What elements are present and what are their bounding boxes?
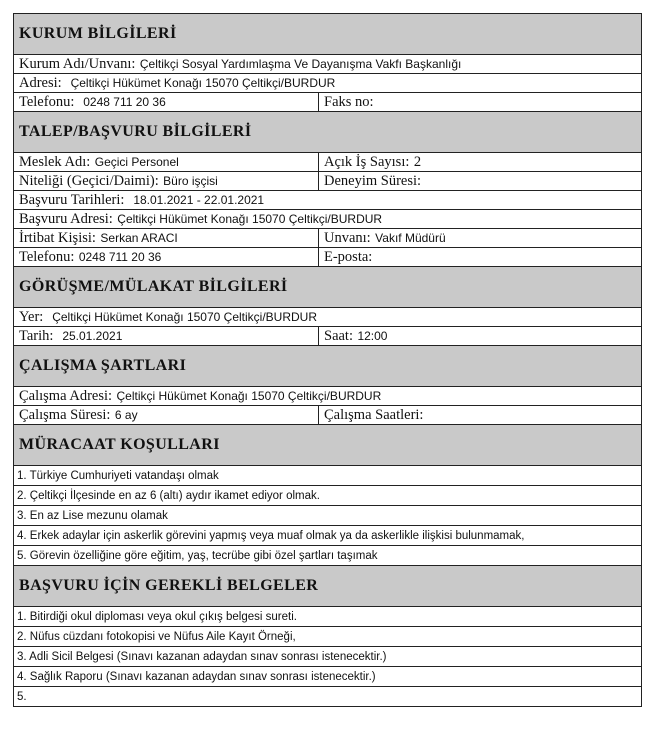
talep-telefon-value: 0248 711 20 36 [78,250,162,264]
acik-is-label: Açık İş Sayısı: [324,154,410,170]
nitelik-label: Niteliği (Geçici/Daimi): [19,173,159,189]
yer-label: Yer: [19,309,44,325]
form-table [13,13,642,707]
kurum-ad-label: Kurum Adı/Unvanı: [19,56,136,72]
basvuru-tarih-label: Başvuru Tarihleri: [19,192,125,208]
yer-value: Çeltikçi Hükümet Konağı 15070 Çeltikçi/BURDUR [52,310,317,324]
calisma-sure-label: Çalışma Süresi: [19,407,111,423]
list-item: 1. Bitirdiği okul diploması veya okul çıkış belgesi sureti. [14,607,642,627]
kurum-telefon-label: Telefonu: [19,94,75,110]
kurum-ad-value: Çeltikçi Sosyal Yardımlaşma Ve Dayanışma Vakfı Başkanlığı [139,57,462,71]
nitelik-value: Büro işçisi [163,174,218,188]
list-item: 2. Çeltikçi İlçesinde en az 6 (altı) aydır ikamet ediyor olmak. [14,486,642,506]
talep-irtibat-row [14,229,642,248]
section-header-muracaat: MÜRACAAT KOŞULLARI [14,425,642,466]
gorusme-tarih-row [14,327,642,346]
talep-adres-row [14,210,642,229]
list-item: 3. Adli Sicil Belgesi (Sınavı kazanan adaydan sınav sonrası istenecektir.) [14,647,642,667]
gorusme-tarih-value: 25.01.2021 [62,329,123,343]
irtibat-label: İrtibat Kişisi: [19,230,96,246]
talep-meslek-row [14,153,642,172]
kurum-adres-value: Çeltikçi Hükümet Konağı 15070 Çeltikçi/BURDUR [70,76,336,90]
calisma-adres-value: Çeltikçi Hükümet Konağı 15070 Çeltikçi/BURDUR [116,389,382,403]
gorusme-yer-row [14,308,642,327]
calisma-sure-value: 6 ay [114,408,138,422]
kurum-faks-label: Faks no: [324,94,374,110]
gorusme-tarih-label: Tarih: [19,328,54,344]
section-header-calisma: ÇALIŞMA ŞARTLARI [14,346,642,387]
list-item: 5. [14,687,642,707]
kurum-ad-row [14,55,642,74]
list-item: 4. Sağlık Raporu (Sınavı kazanan adaydan sınav sonrası istenecektir.) [14,667,642,687]
acik-is-value: 2 [413,154,422,170]
calisma-adres-row [14,387,642,406]
calisma-saatleri-label: Çalışma Saatleri: [324,407,424,423]
basvuru-adres-label: Başvuru Adresi: [19,211,113,227]
list-item: 5. Görevin özelliğine göre eğitim, yaş, tecrübe gibi özel şartları taşımak [14,546,642,566]
unvan-label: Unvanı: [324,230,371,246]
kurum-telefon-value: 0248 711 20 36 [83,95,166,109]
calisma-adres-label: Çalışma Adresi: [19,388,113,404]
eposta-label: E-posta: [324,249,373,265]
list-item: 4. Erkek adaylar için askerlik görevini yapmış veya muaf olmak ya da askerlikle ilişkisi bulunmamak, [14,526,642,546]
section-header-belgeler: BAŞVURU İÇİN GEREKLİ BELGELER [14,566,642,607]
unvan-value: Vakıf Müdürü [375,231,446,245]
kurum-adres-row [14,74,642,93]
talep-telefon-label: Telefonu: [19,249,75,265]
basvuru-adres-value: Çeltikçi Hükümet Konağı 15070 Çeltikçi/BURDUR [117,212,383,226]
list-item: 1. Türkiye Cumhuriyeti vatandaşı olmak [14,466,642,486]
kurum-adres-label: Adresi: [19,75,62,91]
meslek-label: Meslek Adı: [19,154,91,170]
section-header-kurum: KURUM BİLGİLERİ [14,14,642,55]
calisma-sure-row [14,406,642,425]
section-header-gorusme: GÖRÜŞME/MÜLAKAT BİLGİLERİ [14,267,642,308]
talep-telefon-row [14,248,642,267]
irtibat-value: Serkan ARACI [100,231,178,245]
section-header-talep: TALEP/BAŞVURU BİLGİLERİ [14,112,642,153]
talep-tarih-row [14,191,642,210]
saat-label: Saat: [324,328,353,344]
talep-nitelik-row [14,172,642,191]
list-item: 3. En az Lise mezunu olamak [14,506,642,526]
basvuru-tarih-value: 18.01.2021 - 22.01.2021 [133,193,265,207]
saat-value: 12:00 [357,329,388,343]
application-form [13,13,642,707]
kurum-telefon-row [14,93,642,112]
deneyim-label: Deneyim Süresi: [324,173,422,189]
meslek-value: Geçici Personel [94,155,179,169]
list-item: 2. Nüfus cüzdanı fotokopisi ve Nüfus Aile Kayıt Örneği, [14,627,642,647]
